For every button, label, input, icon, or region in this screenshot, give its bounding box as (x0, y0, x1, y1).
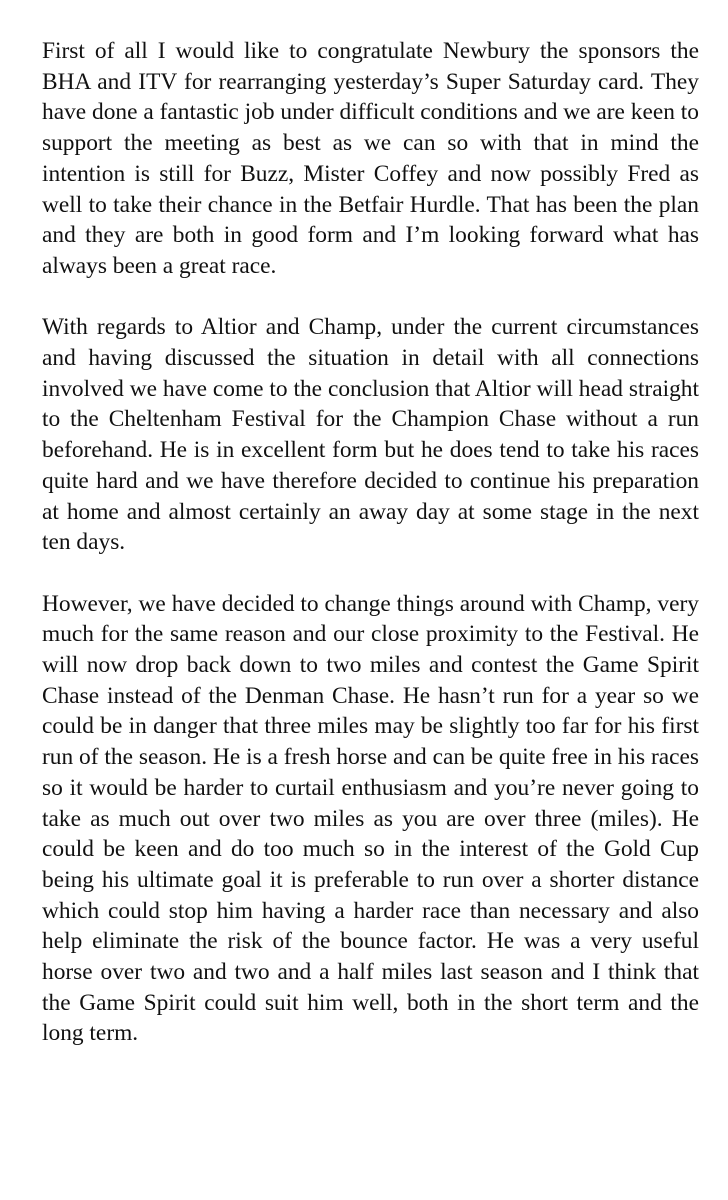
paragraph-altior-champion-chase: With regards to Altior and Champ, under the current circumstances and having discussed the situation in detail with all connections involved we have come to the conclusion that Altior will head straight to the Cheltenham Festival for the Champion Chase without a run beforehand. He is in excellent form but he does tend to take his races quite hard and we have therefore decided to continue his preparation at home and almost certainly an away day at some stage in the next ten days. (42, 314, 699, 556)
statement-document (42, 36, 699, 1049)
paragraph-newbury-betfair-hurdle: First of all I would like to congratulate Newbury the sponsors the BHA and ITV for rearranging yesterday’s Super Saturday card. They have done a fantastic job under difficult conditions and we are keen to support the meeting as best as we can so with that in mind the intention is still for Buzz, Mister Coffey and now possibly Fred as well to take their chance in the Betfair Hurdle. That has been the plan and they are both in good form and I’m looking forward what has always been a great race. (42, 38, 699, 279)
paragraph-champ-game-spirit-chase: However, we have decided to change things around with Champ, very much for the same reason and our close proximity to the Festival. He will now drop back down to two miles and contest the Game Spirit Chase instead of the Denman Chase. He hasn’t run for a year so we could be in danger that three miles may be slightly too far for his first run of the season. He is a fresh horse and can be quite free in his races so it would be harder to curtail enthusiasm and you’re never going to take as much out over two miles as you are over three (miles). He could be keen and do too much so in the interest of the Gold Cup being his ultimate goal it is preferable to run over a shorter distance which could stop him having a harder race than necessary and also help eliminate the risk of the bounce factor. He was a very useful horse over two and two and a half miles last season and I think that the Game Spirit could suit him well, both in the short term and the long term. (42, 590, 699, 1047)
